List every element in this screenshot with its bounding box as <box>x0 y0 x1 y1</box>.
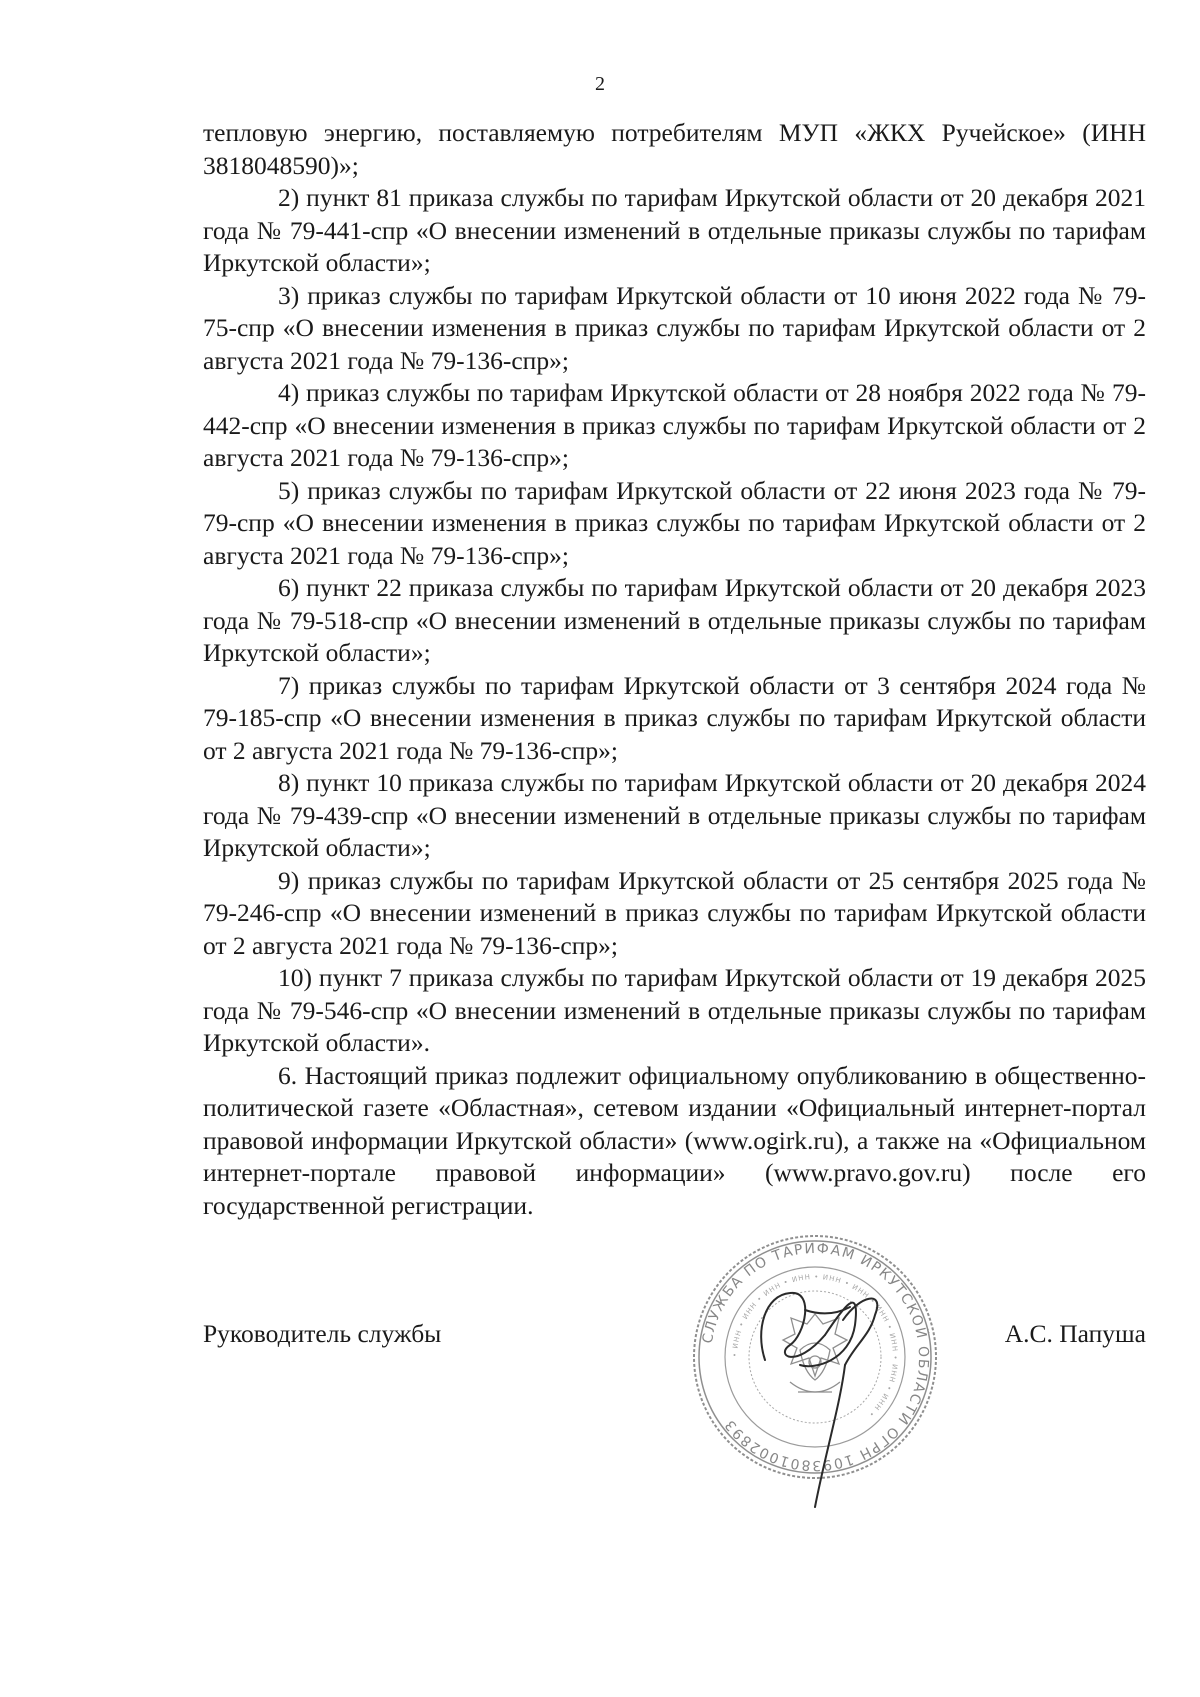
signature-block <box>203 1318 1146 1358</box>
list-item-3: 3) приказ службы по тарифам Иркутской области от 10 июня 2022 года № 79-75-спр «О внесении изменения в приказ службы по тарифам Иркутской области от 2 августа 2021 года № 79-136-спр»; <box>203 280 1146 375</box>
signatory-role: Руководитель службы <box>203 1319 442 1348</box>
paragraph-continuation: тепловую энергию, поставляемую потребителям МУП «ЖКХ Ручейское» (ИНН 3818048590)»; <box>203 118 1146 180</box>
signatory-name: А.С. Папуша <box>1004 1319 1146 1348</box>
seal-text: СЛУЖБА ПО ТАРИФАМ ИРКУТСКОЙ ОБЛАСТИ ОГРН 1093801002893 <box>699 1240 932 1474</box>
list-item-7: 7) приказ службы по тарифам Иркутской области от 3 сентября 2024 года № 79-185-спр «О внесении изменения в приказ службы по тарифам Иркутской области от 2 августа 2021 года № 79-136-спр»; <box>203 670 1146 765</box>
list-item-9: 9) приказ службы по тарифам Иркутской области от 25 сентября 2025 года № 79-246-спр «О внесении изменений в приказ службы по тарифам Иркутской области от 2 августа 2021 года № 79-136-спр»; <box>203 865 1146 960</box>
handwritten-signature <box>745 1275 910 1515</box>
page-number: 2 <box>595 73 605 95</box>
list-item-6: 6) пункт 22 приказа службы по тарифам Иркутской области от 20 декабря 2023 года № 79-518-спр «О внесении изменений в отдельные приказы службы по тарифам Иркутской области»; <box>203 573 1146 667</box>
document-body <box>203 117 1146 1222</box>
list-item-2: 2) пункт 81 приказа службы по тарифам Иркутской области от 20 декабря 2021 года № 79-441-спр «О внесении изменений в отдельные приказы службы по тарифам Иркутской области»; <box>203 183 1146 277</box>
list-item-8: 8) пункт 10 приказа службы по тарифам Иркутской области от 20 декабря 2024 года № 79-439-спр «О внесении изменений в отдельные приказы службы по тарифам Иркутской области»; <box>203 768 1146 862</box>
list-item-10: 10) пункт 7 приказа службы по тарифам Иркутской области от 19 декабря 2025 года № 79-546-спр «О внесении изменений в отдельные приказы службы по тарифам Иркутской области». <box>203 963 1146 1057</box>
svg-text:• ИНН • ИНН • ИНН • ИНН • ИНН: • ИНН • ИНН • ИНН • ИНН • ИНН • ИНН • ИНН • ИНН • ИНН • ИНН • <box>730 1272 900 1419</box>
list-item-4: 4) приказ службы по тарифам Иркутской области от 28 ноября 2022 года № 79-442-спр «О внесении изменения в приказ службы по тарифам Иркутской области от 2 августа 2021 года № 79-136-спр»; <box>203 378 1146 472</box>
publication-clause: 6. Настоящий приказ подлежит официальному опубликованию в общественно-политической газете «Областная», сетевом издании «Официальный интернет-портал правовой информации Иркутской области» (www.ogirk.ru), а также на «Официальном интернет-портале правовой информации» (www.pravo.gov.ru) после его государственной регистрации. <box>203 1060 1146 1220</box>
list-item-5: 5) приказ службы по тарифам Иркутской области от 22 июня 2023 года № 79-79-спр «О внесении изменения в приказ службы по тарифам Иркутской области от 2 августа 2021 года № 79-136-спр»; <box>203 475 1146 570</box>
